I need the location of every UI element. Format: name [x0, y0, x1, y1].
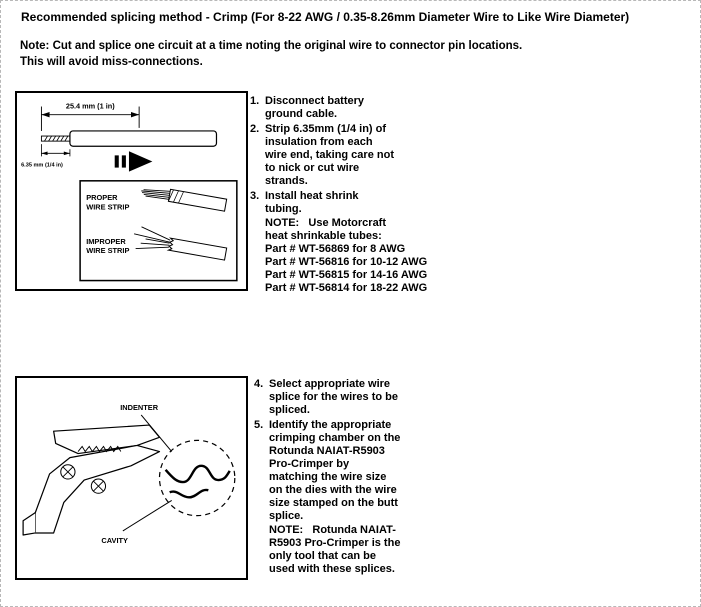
- improper-strip-label-2: WIRE STRIP: [86, 246, 130, 256]
- step-1: [250, 95, 465, 121]
- forward-arrow-icon: [115, 151, 153, 171]
- length-dimension-label: 25.4 mm (1 in): [65, 101, 115, 111]
- step-note: NOTE: Rotunda NAIAT-R5903 Pro-Crimper is the only tool that can be used with these splices.: [269, 524, 401, 575]
- improper-strip-label: IMPROPER: [86, 236, 126, 246]
- crimp-tool-illustration: [23, 425, 159, 535]
- proper-strip-label: PROPER: [86, 193, 118, 203]
- figure-crimp-tool: [15, 376, 248, 580]
- step-number: 2.: [250, 123, 260, 135]
- wire-strip-diagram: [17, 93, 246, 289]
- strip-dimension: [21, 144, 70, 168]
- step-3: [250, 190, 465, 295]
- step-text: Strip 6.35mm (1/4 in) of insulation from each wire end, taking care not to nick or cut wire strands.: [265, 123, 394, 187]
- step-4: [254, 378, 429, 417]
- step-text: Identify the appropriate crimping chamber on the Rotunda NAIAT-R5903 Pro-Crimper by matching the wire size on the dies with the wire size stamped on the butt splice.: [269, 419, 401, 522]
- crimp-tool-diagram: [17, 378, 246, 578]
- proper-strip-label-2: WIRE STRIP: [86, 202, 130, 212]
- note-line-2: This will avoid miss-connections.: [20, 56, 203, 68]
- part-number-line: Part # WT-56869 for 8 AWG: [265, 243, 406, 255]
- cavity-leader-line: [123, 500, 172, 531]
- instructions-steps-4-5: [254, 378, 429, 578]
- indenter-label: INDENTER: [120, 402, 159, 412]
- part-number-list: [265, 243, 427, 295]
- part-number-line: Part # WT-56816 for 10-12 AWG: [265, 256, 428, 268]
- cavity-label: CAVITY: [101, 536, 129, 546]
- pivot-bolt-1: [61, 465, 75, 479]
- pivot-bolt-2: [91, 479, 105, 493]
- step-note: NOTE: Use Motorcraft heat shrinkable tubes:: [265, 217, 387, 242]
- wire-insulation: [70, 131, 217, 146]
- step-text: Install heat shrink tubing.: [265, 190, 359, 215]
- length-dimension: [41, 102, 139, 131]
- note-line-1: Note: Cut and splice one circuit at a time noting the original wire to connector pin locations.: [20, 40, 523, 52]
- step-2: [250, 123, 465, 188]
- step-number: 5.: [254, 419, 264, 431]
- step-number: 3.: [250, 190, 260, 202]
- page-title: Recommended splicing method - Crimp (For 8-22 AWG / 0.35-8.26mm Diameter Wire to Like Wire Diameter): [21, 10, 630, 24]
- part-number-line: Part # WT-56815 for 14-16 AWG: [265, 269, 428, 281]
- bare-wire-end: [41, 136, 69, 141]
- step-5: [254, 419, 429, 576]
- step-text: Select appropriate wire splice for the wires to be spliced.: [269, 378, 398, 416]
- step-text: Disconnect battery ground cable.: [265, 95, 365, 120]
- part-number-line: Part # WT-56814 for 18-22 AWG: [265, 282, 428, 294]
- note-text: [20, 38, 522, 70]
- step-number: 1.: [250, 95, 260, 107]
- instructions-steps-1-3: [250, 95, 465, 297]
- strip-dimension-label: 6.35 mm (1/4 in): [21, 162, 63, 169]
- figure-wire-strip: [15, 91, 248, 291]
- step-number: 4.: [254, 378, 264, 390]
